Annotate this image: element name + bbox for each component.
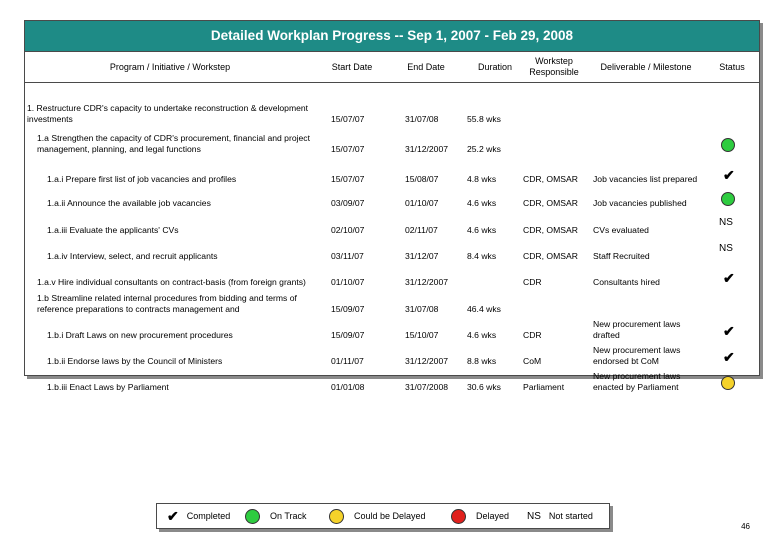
- legend-on-track-label: On Track: [270, 511, 307, 521]
- not-started-status: NS: [719, 243, 733, 254]
- start-cell: 02/10/07: [331, 224, 365, 235]
- table-row: [25, 126, 759, 156]
- checkmark-icon: ✔: [723, 349, 735, 365]
- duration-cell: 30.6 wks: [467, 381, 501, 392]
- page-number: 46: [741, 522, 750, 531]
- task-cell: 1.a Strengthen the capacity of CDR's procurement, financial and project management, planning, and legal functions: [37, 133, 310, 154]
- table-row: [25, 156, 759, 186]
- responsible-cell: Parliament: [523, 381, 565, 392]
- duration-cell: 4.8 wks: [467, 173, 497, 184]
- legend-delayed: [451, 504, 509, 528]
- deliverable-cell: New procurement laws enacted by Parliament: [593, 371, 681, 392]
- responsible-cell: CDR, OMSAR: [523, 224, 578, 235]
- task-cell: 1.a.v Hire individual consultants on contract-basis (from foreign grants): [37, 276, 306, 287]
- task-cell: 1.b Streamline related internal procedures from bidding and terms of reference preparations to contracts management and: [37, 293, 297, 314]
- table-title: Detailed Workplan Progress -- Sep 1, 2007 - Feb 29, 2008: [25, 21, 759, 52]
- table-row: [25, 316, 759, 342]
- col-header-duration: Duration: [477, 61, 513, 72]
- col-header-end: End Date: [407, 61, 445, 72]
- deliverable-cell: Job vacancies list prepared: [593, 173, 698, 184]
- start-cell: 15/07/07: [331, 173, 365, 184]
- table-row: [25, 210, 759, 237]
- end-cell: 31/12/07: [405, 250, 439, 261]
- responsible-cell: CDR, OMSAR: [523, 173, 578, 184]
- start-cell: 01/10/07: [331, 276, 365, 287]
- end-cell: 15/10/07: [405, 329, 439, 340]
- task-cell: 1.a.iii Evaluate the applicants' CVs: [47, 224, 179, 235]
- red-circle-icon: [451, 509, 466, 524]
- yellow-circle-icon: [329, 509, 344, 524]
- duration-cell: 8.4 wks: [467, 250, 497, 261]
- duration-cell: 4.6 wks: [467, 224, 497, 235]
- legend-not-started-label: Not started: [548, 511, 593, 521]
- start-cell: 01/11/07: [331, 355, 364, 366]
- duration-cell: 8.8 wks: [467, 355, 497, 366]
- table-row: [25, 368, 759, 394]
- not-started-status: NS: [719, 217, 733, 228]
- table-row: [25, 186, 759, 210]
- start-cell: 01/01/08: [331, 381, 365, 392]
- col-header-task: Program / Initiative / Workstep: [109, 61, 231, 72]
- deliverable-cell: Consultants hired: [593, 276, 660, 287]
- legend-delayed-label: Delayed: [476, 511, 510, 521]
- legend-could-be-delayed: [329, 504, 426, 528]
- col-header-responsible: Workstep Responsible: [529, 56, 579, 77]
- legend-could-be-delayed-label: Could be Delayed: [354, 511, 426, 521]
- end-cell: 01/10/07: [405, 197, 439, 208]
- start-cell: 03/09/07: [331, 197, 365, 208]
- table-row: [25, 263, 759, 289]
- table-row: [25, 82, 759, 126]
- end-cell: 15/08/07: [405, 173, 439, 184]
- legend-completed-label: Completed: [186, 511, 231, 521]
- status-legend: [156, 503, 610, 529]
- end-cell: 31/07/08: [405, 303, 439, 314]
- deliverable-cell: New procurement laws drafted: [593, 319, 681, 340]
- responsible-cell: CDR, OMSAR: [523, 197, 578, 208]
- table-row: [25, 289, 759, 316]
- deliverable-cell: Staff Recruited: [593, 250, 650, 261]
- end-cell: 31/07/08: [405, 113, 439, 124]
- responsible-cell: CDR: [523, 276, 542, 287]
- green-circle-icon: [721, 138, 735, 152]
- end-cell: 31/07/2008: [405, 381, 449, 392]
- task-cell: 1.b.iii Enact Laws by Parliament: [47, 381, 169, 392]
- end-cell: 31/12/2007: [405, 355, 449, 366]
- col-header-deliverable: Deliverable / Milestone: [600, 61, 692, 72]
- duration-cell: 25.2 wks: [467, 143, 501, 154]
- responsible-cell: CDR, OMSAR: [523, 250, 578, 261]
- checkmark-icon: ✔: [167, 507, 179, 524]
- task-cell: 1.b.ii Endorse laws by the Council of Ministers: [47, 355, 223, 366]
- legend-ns-symbol: NS: [527, 510, 541, 522]
- green-circle-icon: [245, 509, 260, 524]
- task-cell: 1.a.i Prepare first list of job vacancies and profiles: [47, 173, 237, 184]
- start-cell: 15/09/07: [331, 329, 365, 340]
- legend-not-started: [527, 504, 593, 528]
- start-cell: 15/09/07: [331, 303, 365, 314]
- end-cell: 31/12/2007: [405, 276, 449, 287]
- deliverable-cell: CVs evaluated: [593, 224, 649, 235]
- task-cell: 1.a.ii Announce the available job vacancies: [47, 197, 211, 208]
- end-cell: 02/11/07: [405, 224, 438, 235]
- end-cell: 31/12/2007: [405, 143, 449, 154]
- table-row: [25, 342, 759, 368]
- duration-cell: 55.8 wks: [467, 113, 501, 124]
- checkmark-icon: ✔: [723, 167, 735, 183]
- table-row: [25, 237, 759, 263]
- checkmark-icon: ✔: [723, 270, 735, 286]
- task-cell: 1. Restructure CDR's capacity to undertake reconstruction & development investments: [27, 103, 309, 124]
- duration-cell: 4.6 wks: [467, 329, 497, 340]
- col-header-status: Status: [719, 61, 745, 72]
- responsible-cell: CoM: [523, 355, 542, 366]
- checkmark-icon: ✔: [723, 323, 735, 339]
- workplan-table: [24, 20, 760, 392]
- col-header-start: Start Date: [331, 61, 373, 72]
- duration-cell: 46.4 wks: [467, 303, 501, 314]
- legend-completed: [167, 504, 230, 528]
- green-circle-icon: [721, 192, 735, 206]
- start-cell: 03/11/07: [331, 250, 364, 261]
- legend-on-track: [245, 504, 307, 528]
- deliverable-cell: New procurement laws endorsed bt CoM: [593, 345, 681, 366]
- yellow-circle-icon: [721, 376, 735, 390]
- task-cell: 1.a.iv Interview, select, and recruit applicants: [47, 250, 218, 261]
- start-cell: 15/07/07: [331, 113, 365, 124]
- start-cell: 15/07/07: [331, 143, 365, 154]
- duration-cell: 4.6 wks: [467, 197, 497, 208]
- deliverable-cell: Job vacancies published: [593, 197, 687, 208]
- responsible-cell: CDR: [523, 329, 542, 340]
- task-cell: 1.b.i Draft Laws on new procurement procedures: [47, 329, 233, 340]
